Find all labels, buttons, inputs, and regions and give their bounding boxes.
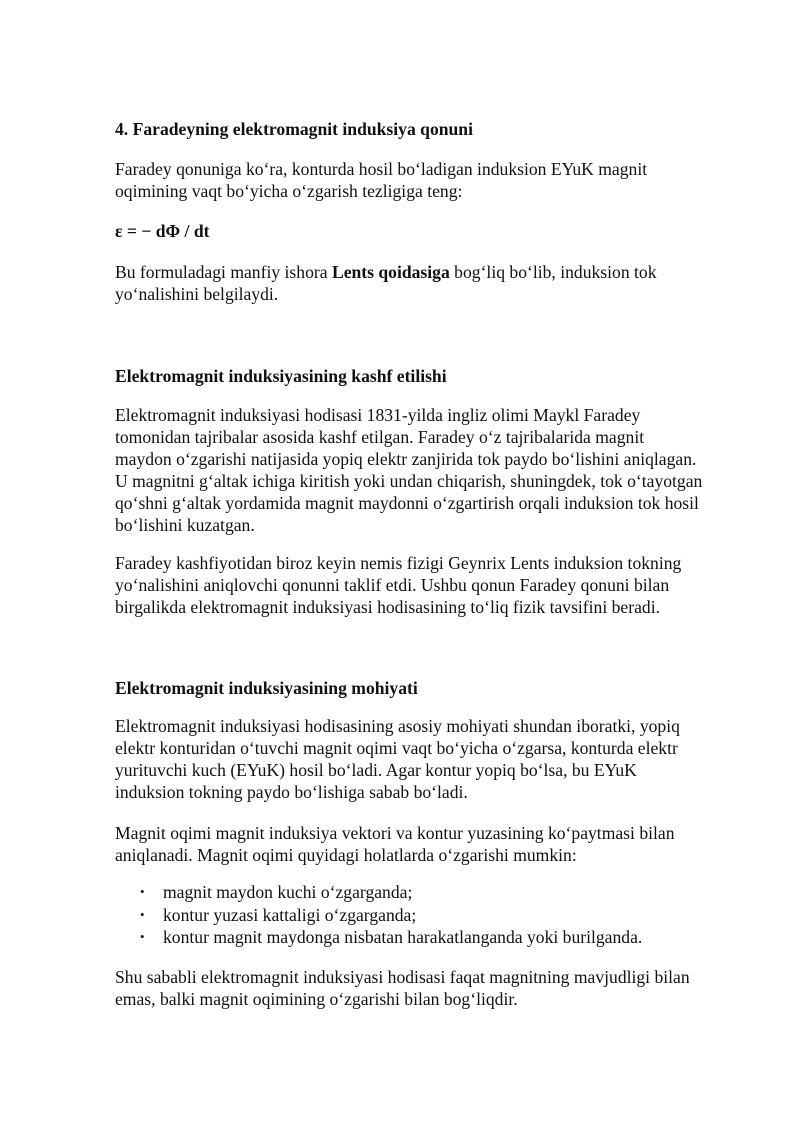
text-line: Elektromagnit induksiyasi hodisasi 1831-yilda ingliz olimi Maykl Faradey [115, 405, 641, 425]
text-line: induksion tokning paydo bo‘lishiga sabab bo‘ladi. [115, 782, 468, 802]
bullet-icon: • [140, 884, 145, 899]
list-item-text: magnit maydon kuchi o‘zgarganda; [163, 882, 413, 902]
text-line: emas, balki magnit oqimining o‘zgarishi bilan bog‘liqdir. [115, 989, 518, 1009]
text-line: bo‘lishini kuzatgan. [115, 515, 255, 535]
section-heading-essence: Elektromagnit induksiyasining mohiyati [115, 678, 418, 698]
text-run: bog‘liq bo‘lib, induksion tok [449, 262, 657, 282]
paragraph-faraday-law-intro [115, 158, 755, 202]
text-line: yurituvchi kuch (EYuK) hosil bo‘ladi. Agar kontur yopiq bo‘lsa, bu EYuK [115, 760, 637, 780]
text-line: oqimining vaqt bo‘yicha o‘zgarish tezligiga teng: [115, 181, 463, 201]
text-line: Faradey kashfiyotidan biroz keyin nemis fizigi Geynrix Lents induksion tokning [115, 553, 682, 573]
text-line: U magnitni g‘altak ichiga kiritish yoki undan chiqarish, shuningdek, tok o‘tayotgan [115, 471, 703, 491]
text-line: aniqlanadi. Magnit oqimi quyidagi holatlarda o‘zgarishi mumkin: [115, 845, 577, 865]
paragraph-lenz-proposal [115, 552, 755, 618]
bold-term-lenz-rule: Lents qoidasiga [331, 262, 450, 282]
text-line: Elektromagnit induksiyasi hodisasining asosiy mohiyati shundan iboratki, yopiq [115, 716, 680, 736]
paragraph-conclusion [115, 966, 755, 1010]
list-item [115, 904, 642, 927]
section-heading-faraday-law: 4. Faradeyning elektromagnit induksiya qonuni [115, 119, 473, 139]
text-line: birgalikda elektromagnit induksiyasi hodisasining to‘liq fizik tavsifini beradi. [115, 597, 660, 617]
list-item-text: kontur magnit maydonga nisbatan harakatlanganda yoki burilganda. [163, 927, 643, 947]
list-item [115, 881, 642, 904]
text-line: yo‘nalishini belgilaydi. [115, 284, 279, 304]
bullet-list-flux-changes [115, 881, 642, 949]
paragraph-essence [115, 715, 755, 803]
formula-emf: ε = − dΦ / dt [115, 221, 210, 241]
text-line: elektr konturidan o‘tuvchi magnit oqimi vaqt bo‘yicha o‘zgarsa, konturda elektr [115, 738, 678, 758]
bullet-icon: • [140, 929, 145, 944]
paragraph-lenz-sign [115, 261, 755, 305]
text-run: Bu formuladagi manfiy ishora [115, 262, 332, 282]
list-item [115, 926, 642, 949]
text-line: maydon o‘zgarishi natijasida yopiq elektr zanjirida tok paydo bo‘lishini aniqlagan. [115, 449, 697, 469]
text-line: tomonidan tajribalar asosida kashf etilgan. Faradey o‘z tajribalarida magnit [115, 427, 645, 447]
text-line: Shu sababli elektromagnit induksiyasi hodisasi faqat magnitning mavjudligi bilan [115, 967, 690, 987]
text-line: Magnit oqimi magnit induksiya vektori va kontur yuzasining ko‘paytmasi bilan [115, 823, 675, 843]
text-line [115, 261, 755, 283]
text-line: yo‘nalishini aniqlovchi qonunni taklif etdi. Ushbu qonun Faradey qonuni bilan [115, 575, 670, 595]
section-heading-discovery: Elektromagnit induksiyasining kashf etilishi [115, 366, 447, 386]
text-line: qo‘shni g‘altak yordamida magnit maydonni o‘zgartirish orqali induksion tok hosil [115, 493, 699, 513]
list-item-text: kontur yuzasi kattaligi o‘zgarganda; [163, 904, 417, 925]
bullet-icon: • [140, 906, 145, 922]
paragraph-discovery-history [115, 404, 755, 536]
paragraph-magnetic-flux [115, 822, 755, 866]
text-line: Faradey qonuniga ko‘ra, konturda hosil bo‘ladigan induksion EYuK magnit [115, 159, 648, 179]
